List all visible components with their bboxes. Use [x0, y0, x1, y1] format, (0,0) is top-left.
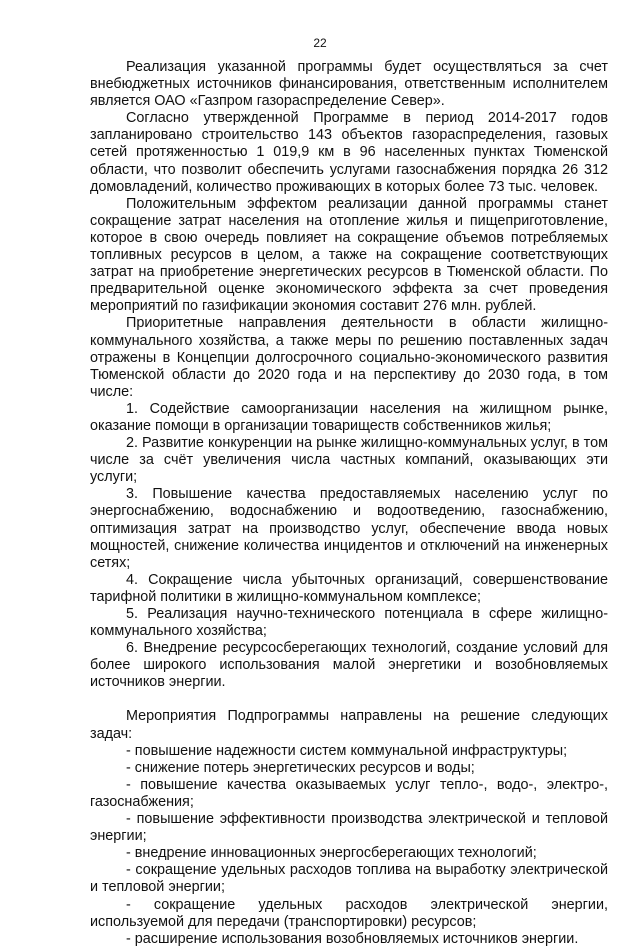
list-item-4: 4. Сокращение числа убыточных организаций, совершенствование тарифной политики в жилищно-коммунальном комплексе;: [90, 571, 608, 605]
task-item: - повышение надежности систем коммунальной инфраструктуры;: [126, 742, 568, 759]
list-item-1: 1. Содействие самоорганизации населения на жилищном рынке, оказание помощи в организации товариществ собственников жилья;: [90, 400, 608, 434]
document-body: [90, 59, 608, 948]
list-item-6: 6. Внедрение ресурсосберегающих технологий, создание условий для более широкого использования малой энергетики и возобновляемых источников энергии.: [90, 640, 608, 691]
task-item: - внедрение инновационных энергосберегающих технологий;: [126, 845, 537, 862]
page-number: 22: [313, 36, 327, 50]
paragraph-positive-effect: Положительным эффектом реализации данной программы станет сокращение затрат населения на отопление жилья и пищеприготовление, которое в свою очередь повлияет на сокращение объемов потребляемых топливных ресурсов в целом, а также на сокращение соответствующих затрат на приобретение энергетических ресурсов в Тюменской области. По предварительной оценке экономического эффекта за счет проведения мероприятий по газификации экономия составит 276 млн. рублей.: [90, 195, 608, 315]
task-item: - снижение потерь энергетических ресурсов и воды;: [126, 759, 475, 776]
task-item: - повышение качества оказываемых услуг тепло-, водо-, электро-, газоснабжения;: [90, 776, 608, 810]
paragraph-program-funding: Реализация указанной программы будет осуществляться за счет внебюджетных источников финансирования, ответственным исполнителем является ОАО «Газпром газораспределение Север».: [90, 59, 608, 110]
list-item-3: 3. Повышение качества предоставляемых населению услуг по энергоснабжению, водоснабжению и водоотведению, газоснабжению, оптимизация затрат на производство услуг, обеспечение ввода новых мощностей, снижение количества инцидентов и отключений на инженерных сетях;: [90, 486, 608, 571]
task-item: - расширение использования возобновляемых источников энергии.: [126, 930, 579, 947]
paragraph-subprogram-tasks: Мероприятия Подпрограммы направлены на решение следующих задач:: [90, 708, 608, 742]
paragraph-construction-plan: Согласно утвержденной Программе в период 2014-2017 годов запланировано строительство 143 объектов газораспределения, газовых сетей протяженностью 1 019,9 км в 96 населенных пунктах Тюменской области, что позволит обеспечить услугами газоснабжения порядка 26 312 домовладений, количество проживающих в которых более 73 тыс. человек.: [90, 110, 608, 195]
task-item: - сокращение удельных расходов электрической энергии, используемой для передачи (транспортировки) ресурсов;: [90, 896, 608, 930]
list-item-5: 5. Реализация научно-технического потенциала в сфере жилищно-коммунального хозяйства;: [90, 606, 608, 640]
list-item-2: 2. Развитие конкуренции на рынке жилищно-коммунальных услуг, в том числе за счёт увеличения числа частных компаний, оказывающих эти услуги;: [90, 435, 608, 486]
task-item: - повышение эффективности производства электрической и тепловой энергии;: [90, 811, 608, 845]
paragraph-priority-directions: Приоритетные направления деятельности в области жилищно-коммунального хозяйства, а также меры по решению поставленных задач отражены в Концепции долгосрочного социально-экономического развития Тюменской области до 2020 года и на перспективу до 2030 года, в том числе:: [90, 315, 608, 400]
task-item: - сокращение удельных расходов топлива на выработку электрической и тепловой энергии;: [90, 862, 608, 896]
